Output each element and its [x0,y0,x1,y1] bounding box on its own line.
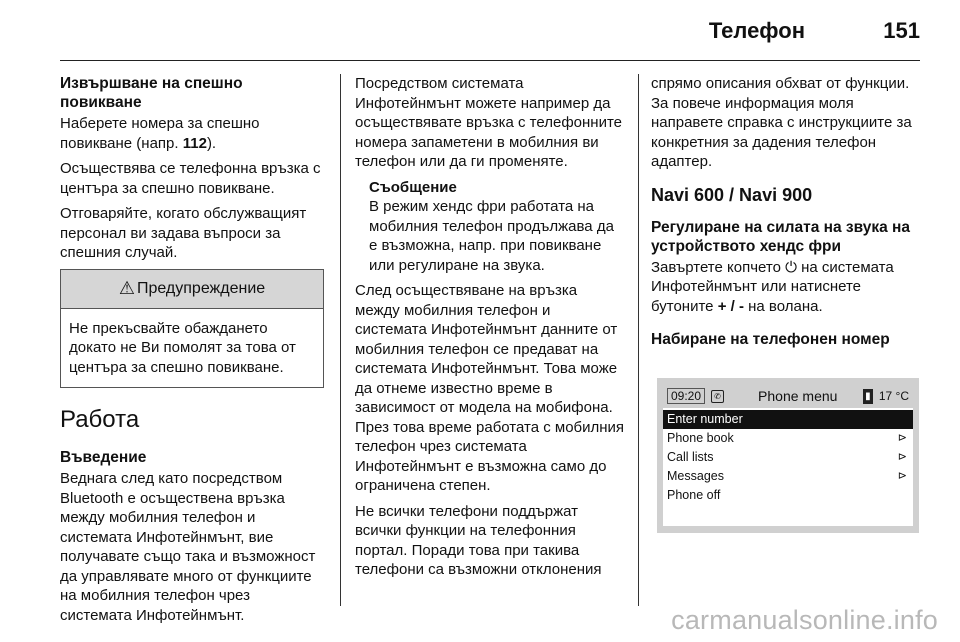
menu-item-label: Phone book [667,431,734,445]
warning-header [61,270,323,309]
speed-dial-paragraph-1 [60,114,324,153]
phone-menu-list [663,408,913,526]
p1-text: Наберете номера за спешно повикване (напр. [60,115,260,152]
volume-heading: Регулиране на силата на звука на устройството хендс фри [651,218,911,255]
menu-item-label: Messages [667,469,724,483]
note-title: Съобщение [369,178,457,196]
power-icon: ⏻ [785,258,797,276]
p1-end: ). [206,134,217,152]
dial-heading: Набиране на телефонен номер [651,331,890,348]
intro-heading: Въведение [60,449,147,466]
navi-heading: Navi 600 / Navi 900 [651,184,813,205]
menu-item-messages[interactable] [663,467,913,486]
volume-buttons: + / - [717,297,744,315]
chevron-right-icon [907,410,913,429]
chevron-right-icon: ⊳ [897,470,907,482]
col2-paragraph-1: Посредством системата Инфотейнмънт можете например да осъществявате връзка с телефонните номера запаметени в мобилния ви телефон или да ги променяте. [355,75,622,170]
note-text: В режим хендс фри работата на мобилния телефон продължава да е възможна, напр. при повикване или регулиране на звука. [369,198,614,274]
volume-text-a: Завъртете копчето [651,258,786,276]
col2-paragraph-2: След осъществяване на връзка между мобилния телефон и системата Инфотейнмънт данните от мобилния телефон се предават на системата Инфотейнмънт. Това може да отнеме известно време в зависимост от модела на мобифона. През това време работата с мобилния телефон чрез системата Инфотейнмънт е възможна само до ограничена степен. [355,282,625,494]
menu-item-call-lists[interactable] [663,448,913,467]
menu-item-phone-off[interactable] [663,486,913,505]
warning-triangle-icon: ⚠ [118,277,135,298]
header-title: Телефон [708,18,805,43]
volume-text-c: на волана. [743,297,823,315]
screen-clock: 09:20 [667,388,705,404]
chevron-right-icon [907,486,913,505]
volume-paragraph [651,258,921,317]
menu-item-label: Enter number [667,412,743,426]
screen-temperature: 17 °C [878,389,909,403]
menu-item-label: Call lists [667,450,714,464]
phone-icon: ✆ [711,390,724,403]
warning-label: Предупреждение [136,279,266,297]
menu-item-label: Phone off [667,488,721,502]
volume-text-b: на системата Инфотейнмънт или натиснете бутоните [651,258,894,315]
operation-heading: Работа [60,406,140,433]
page-number: 151 [883,18,920,43]
col2-paragraph-3: Не всички телефони поддържат всички функции на телефонния портал. Поради това при такива телефони са възможни отклонения [355,502,602,578]
col3-paragraph-1: спрямо описания обхват от функции. За повече информация моля направете справка с инструкциите за конкретния за дадения телефон адаптер. [651,75,912,170]
warning-box [60,269,324,389]
menu-item-phone-book[interactable] [663,429,913,448]
chevron-right-icon: ⊳ [897,432,907,444]
speed-dial-paragraph-3: Отговаряйте, когато обслужващият персонал ви задава въпроси за спешния случай. [60,205,307,261]
chevron-right-icon: ⊳ [897,451,907,463]
column-right [651,74,921,351]
header-divider [60,60,920,61]
emergency-number: 112 [182,134,207,152]
screen-title: Phone menu [758,388,838,404]
speed-dial-paragraph-2: Осъществява се телефонна връзка с центъра за спешно повикване. [60,160,321,197]
phone-menu-screen [657,378,919,533]
column-left [60,74,324,631]
note-block [355,178,625,276]
watermark: carmanualsonline.info [671,605,938,635]
column-divider-2 [638,74,639,606]
column-middle [355,74,625,586]
menu-item-enter-number[interactable] [663,410,913,429]
screen-status-bar [667,386,909,406]
warning-text: Не прекъсвайте обаждането докато не Ви помолят за това от центъра за спешно повикване. [69,319,296,376]
speed-dial-heading: Извършване на спешно повикване [60,75,243,111]
thermometer-icon: ▮ [863,389,873,404]
intro-paragraph: Веднага след като посредством Bluetooth е осъществена връзка между мобилния телефон и системата Инфотейнмънт, вие получавате също така и възможност да управлявате много от функциите на мобилния телефон чрез системата Инфотейнмънт. [60,470,316,624]
column-divider-1 [340,74,341,606]
